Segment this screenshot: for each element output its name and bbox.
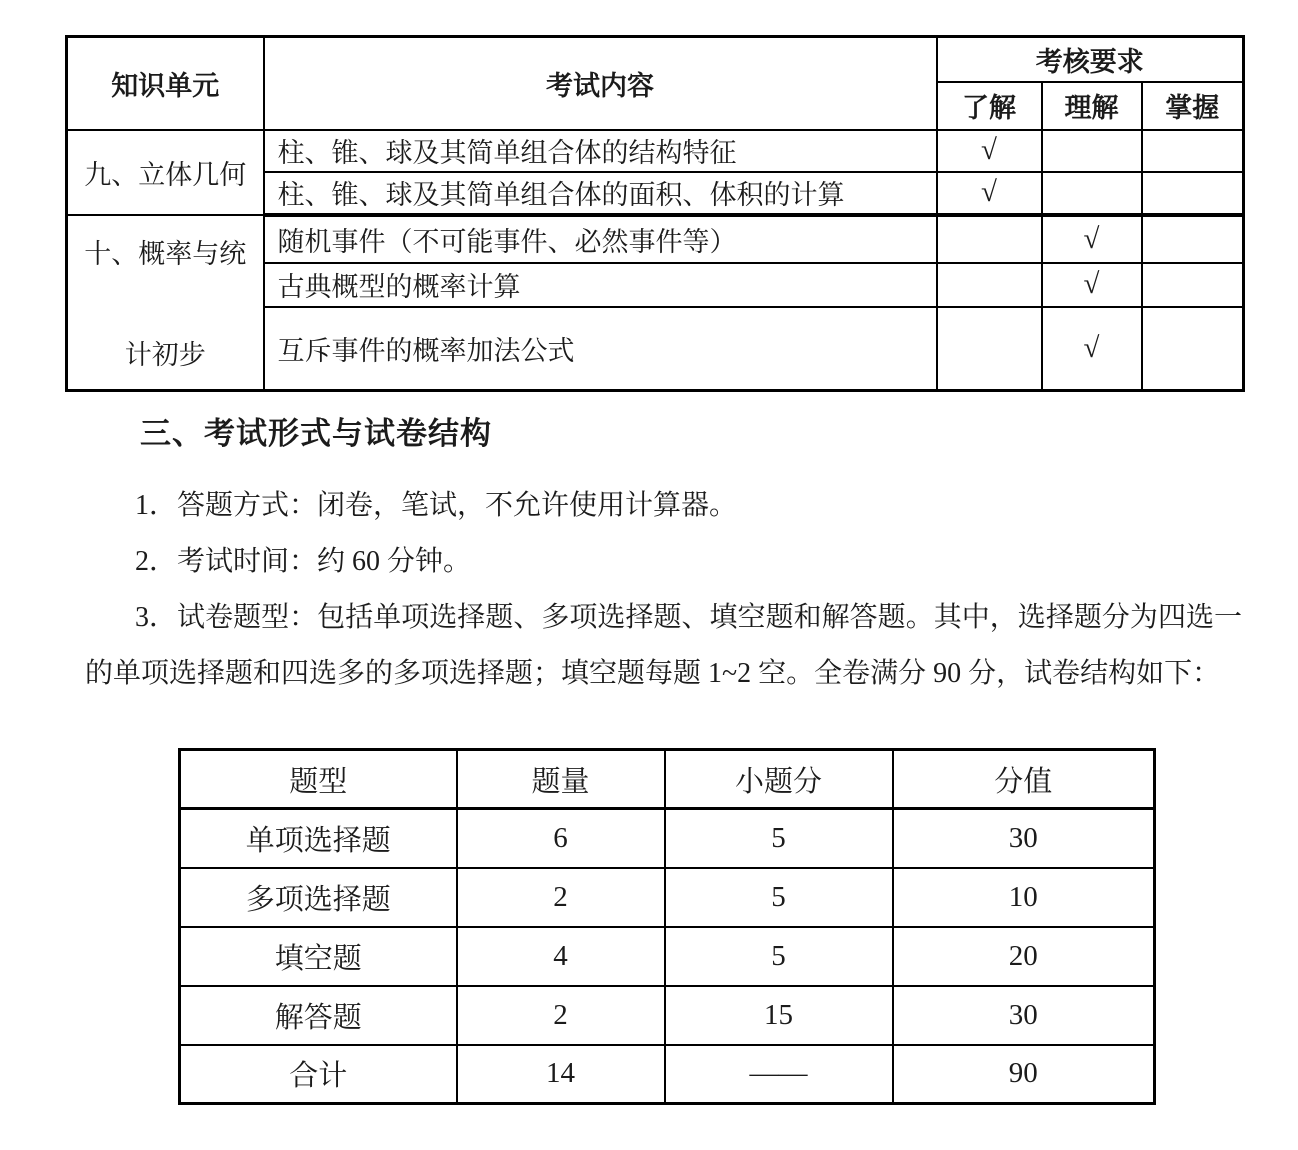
- level-header-know: 了解: [937, 82, 1042, 130]
- check-cell: [1142, 130, 1244, 172]
- cell: 14: [457, 1045, 665, 1104]
- check-cell: √: [1042, 263, 1142, 307]
- header-question-count: 题量: [457, 750, 665, 809]
- cell: 5: [665, 809, 893, 868]
- table-row-total: [180, 1045, 1155, 1104]
- cell: 多项选择题: [180, 868, 457, 927]
- header-points-per-item: 小题分: [665, 750, 893, 809]
- check-cell: √: [1042, 215, 1142, 263]
- cell: 20: [893, 927, 1155, 986]
- check-cell: [1042, 130, 1142, 172]
- cell: 6: [457, 809, 665, 868]
- cell: 单项选择题: [180, 809, 457, 868]
- knowledge-unit-header: 知识单元: [67, 37, 264, 130]
- cell: 30: [893, 809, 1155, 868]
- cell: 合计: [180, 1045, 457, 1104]
- check-cell: [1142, 215, 1244, 263]
- check-cell: √: [937, 172, 1042, 215]
- level-header-comprehend: 理解: [1042, 82, 1142, 130]
- assessment-requirement-header: 考核要求: [937, 37, 1244, 82]
- cell: 90: [893, 1045, 1155, 1104]
- cell: 5: [665, 868, 893, 927]
- level-header-master: 掌握: [1142, 82, 1244, 130]
- cell: 4: [457, 927, 665, 986]
- content-cell: 柱、锥、球及其简单组合体的面积、体积的计算: [264, 172, 937, 215]
- content-cell: 古典概型的概率计算: [264, 263, 937, 307]
- cell: 2: [457, 986, 665, 1045]
- check-cell: √: [937, 130, 1042, 172]
- unit-label: 九、立体几何: [84, 159, 247, 190]
- content-cell: 互斥事件的概率加法公式: [264, 307, 937, 391]
- table-row: [180, 868, 1155, 927]
- section-heading: 三、考试形式与试卷结构: [140, 416, 492, 451]
- check-cell: [937, 215, 1042, 263]
- cell: 解答题: [180, 986, 457, 1045]
- unit-label: 十、概率与统: [84, 239, 247, 270]
- paper-structure-table: [178, 748, 1156, 1105]
- check-cell: [937, 307, 1042, 391]
- check-cell: [1042, 172, 1142, 215]
- unit-label: 计初步: [124, 340, 206, 371]
- cell: 填空题: [180, 927, 457, 986]
- cell: ——: [665, 1045, 893, 1104]
- cell: 15: [665, 986, 893, 1045]
- section-body: [85, 478, 1242, 702]
- exam-content-header: 考试内容: [264, 37, 937, 130]
- table-row: [180, 927, 1155, 986]
- cell: 10: [893, 868, 1155, 927]
- check-cell: [1142, 307, 1244, 391]
- content-cell: 随机事件（不可能事件、必然事件等）: [264, 215, 937, 263]
- paragraph-question-types: 3．试卷题型：包括单项选择题、多项选择题、填空题和解答题。其中，选择题分为四选一的单项选择题和四选多的多项选择题；填空题每题 1~2 空。全卷满分 90 分，试卷结构如下：: [85, 602, 1242, 689]
- unit-cell-probability: [67, 215, 264, 391]
- check-cell: [1142, 263, 1244, 307]
- content-cell: 柱、锥、球及其简单组合体的结构特征: [264, 130, 937, 172]
- check-cell: [1142, 172, 1244, 215]
- table-row: [180, 986, 1155, 1045]
- paragraph-exam-time: 2．考试时间：约 60 分钟。: [135, 546, 472, 577]
- check-cell: [937, 263, 1042, 307]
- header-question-type: 题型: [180, 750, 457, 809]
- check-cell: √: [1042, 307, 1142, 391]
- paragraph-answer-mode: 1．答题方式：闭卷，笔试，不允许使用计算器。: [135, 490, 738, 521]
- cell: 2: [457, 868, 665, 927]
- cell: 5: [665, 927, 893, 986]
- table-row: [180, 809, 1155, 868]
- header-total-points: 分值: [893, 750, 1155, 809]
- unit-cell-geometry: [67, 130, 264, 215]
- cell: 30: [893, 986, 1155, 1045]
- syllabus-table: [65, 35, 1245, 392]
